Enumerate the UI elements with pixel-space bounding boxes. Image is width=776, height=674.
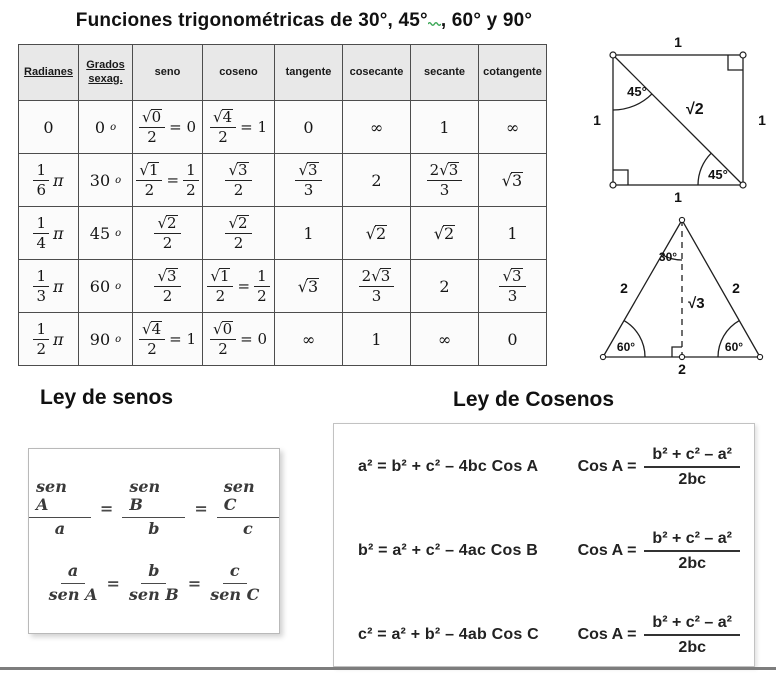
fraction: sen A a — [29, 478, 91, 538]
table-cell: √2 — [411, 207, 479, 260]
unit-square-diagram — [590, 30, 776, 210]
header-cell: cosecante — [343, 45, 411, 101]
fraction: $\frac{√1}{2}$ — [207, 268, 233, 305]
bottom-rule — [0, 667, 776, 670]
fraction: $\frac{\text{b² + c² – a²}}{2bc}$ — [644, 529, 740, 573]
fraction: $\frac{√0}{2}$ — [210, 321, 236, 358]
law-of-sines-heading: Ley de senos — [40, 386, 174, 409]
header-cell: coseno — [203, 45, 275, 101]
cosine-formula: b² = a² + c² – 4ac Cos B — [358, 542, 538, 559]
law-of-sines-equation-2 — [49, 562, 260, 604]
table-cell — [203, 207, 275, 260]
table-cell: $\frac{√4}{2}$ = 1 — [203, 101, 275, 154]
table-cell: 90 o — [79, 313, 133, 366]
fraction: $\frac{√4}{2}$ — [139, 321, 165, 358]
table-cell: $\frac{√4}{2}$ = 1 — [133, 313, 203, 366]
triangle-right-side-label: 2 — [732, 280, 740, 296]
table-cell: 0 o — [79, 101, 133, 154]
cosine-lhs: Cos A = — [577, 542, 637, 559]
table-cell: ∞ — [275, 313, 343, 366]
fraction: 1 3 — [33, 268, 49, 305]
table-cell: 1 — [411, 101, 479, 154]
table-cell: 30 o — [79, 154, 133, 207]
table-cell: 1 — [479, 207, 547, 260]
law-of-cosines-box — [333, 423, 755, 667]
cosine-formula: a² = b² + c² – 4bc Cos A — [358, 458, 539, 475]
table-row — [19, 154, 547, 207]
fraction: 1 6 — [33, 162, 49, 199]
fraction: √2 2 — [154, 215, 180, 252]
table-cell: √3 — [275, 260, 343, 313]
fraction: $\frac{1}{2}$ — [254, 268, 270, 305]
table-row — [19, 260, 547, 313]
cosine-fraction-equation — [578, 445, 740, 489]
square-angle-top-left-label: 45° — [627, 84, 647, 99]
table-cell: ∞ — [479, 101, 547, 154]
table-cell: $\frac{√0}{2}$ = 0 — [203, 313, 275, 366]
table-cell: 2 — [343, 154, 411, 207]
law-of-cosines-row — [358, 440, 740, 494]
fraction: sen C c — [217, 478, 279, 538]
table-cell: 1 — [343, 313, 411, 366]
fraction: 2√3 3 — [427, 162, 463, 199]
spellcheck-squiggle-icon — [428, 10, 441, 22]
fraction: $\frac{\text{b² + c² – a²}}{2bc}$ — [644, 445, 740, 489]
trig-functions-table — [18, 44, 547, 366]
triangle-bottom-left-angle-label: 60° — [616, 340, 636, 354]
triangle-apex-angle-label: 30° — [658, 250, 678, 264]
header-cell: Radianes — [19, 45, 79, 101]
table-row — [19, 207, 547, 260]
header-cell: tangente — [275, 45, 343, 101]
cosine-formula: c² = a² + b² – 4ab Cos C — [358, 626, 539, 643]
page-title-part1: Funciones trigonométricas de 30°, 45° — [75, 10, 428, 31]
law-of-cosines-row — [358, 608, 740, 662]
table-cell: ∞ — [411, 313, 479, 366]
fraction: b sen B — [128, 561, 179, 604]
header-cell: secante — [411, 45, 479, 101]
page-title — [18, 10, 590, 32]
table-cell: √2 — [343, 207, 411, 260]
triangle-height-label: √3 — [688, 295, 705, 312]
law-of-cosines-heading: Ley de Cosenos — [453, 388, 615, 411]
equals-sign: = — [187, 573, 202, 593]
table-cell — [479, 260, 547, 313]
square-bottom-side-label: 1 — [674, 189, 682, 205]
equals-sign: = — [194, 498, 208, 518]
cosine-fraction-equation — [578, 613, 740, 657]
cosine-lhs: Cos A = — [577, 458, 637, 475]
square-left-side-label: 1 — [593, 112, 601, 128]
fraction: sen B b — [122, 478, 185, 538]
table-cell — [343, 260, 411, 313]
table-cell: 0 — [479, 313, 547, 366]
fraction: √3 2 — [225, 162, 251, 199]
table-row — [19, 101, 547, 154]
fraction: √3 3 — [499, 268, 525, 305]
table-cell — [203, 154, 275, 207]
table-cell: 0 — [19, 101, 79, 154]
fraction: 2√3 3 — [359, 268, 395, 305]
fraction: c sen C — [210, 561, 260, 604]
fraction: $\frac{√0}{2}$ — [139, 109, 165, 146]
table-cell — [133, 207, 203, 260]
triangle-bottom-right-angle-label: 60° — [724, 340, 744, 354]
table-cell — [275, 154, 343, 207]
table-cell: $\frac{√1}{2}$ = $\frac{1}{2}$ — [203, 260, 275, 313]
table-cell: $\frac{√0}{2}$ = 0 — [133, 101, 203, 154]
cosine-lhs: Cos A = — [577, 626, 637, 643]
header-cell: seno — [133, 45, 203, 101]
table-cell: $\frac{√1}{2}$ = $\frac{1}{2}$ — [133, 154, 203, 207]
fraction: $\frac{√4}{2}$ — [210, 109, 236, 146]
cosine-fraction-equation — [578, 529, 740, 573]
triangle-diagram — [590, 205, 776, 380]
table-cell: √3 — [479, 154, 547, 207]
equals-sign: = — [99, 498, 114, 518]
table-cell — [133, 260, 203, 313]
square-right-side-label: 1 — [758, 112, 766, 128]
triangle-base-label: 2 — [678, 361, 686, 377]
fraction: √3 3 — [295, 162, 321, 199]
table-cell: 2 — [411, 260, 479, 313]
header-cell: Grados sexag. — [79, 45, 133, 101]
fraction: a sen A — [48, 561, 98, 604]
table-cell: 1 3 π — [19, 260, 79, 313]
fraction: 1 2 — [33, 321, 49, 358]
fraction: 1 4 — [33, 215, 49, 252]
table-row — [19, 313, 547, 366]
fraction: $\frac{√1}{2}$ — [136, 162, 162, 199]
square-top-side-label: 1 — [674, 34, 682, 50]
table-cell: 60 o — [79, 260, 133, 313]
table-cell: 0 — [275, 101, 343, 154]
table-cell: ∞ — [343, 101, 411, 154]
table-cell: 1 — [275, 207, 343, 260]
header-cell: cotangente — [479, 45, 547, 101]
square-angle-bottom-right-label: 45° — [708, 167, 728, 182]
page-title-part2: , 60° y 90° — [440, 10, 533, 31]
table-cell: 1 2 π — [19, 313, 79, 366]
table-cell: 1 6 π — [19, 154, 79, 207]
fraction: $\frac{1}{2}$ — [183, 162, 199, 199]
square-diagonal-label: √2 — [686, 101, 704, 118]
law-of-cosines-row — [358, 524, 740, 578]
law-of-sines-equation-1 — [29, 478, 279, 538]
fraction: √2 2 — [225, 215, 251, 252]
triangle-left-side-label: 2 — [620, 280, 628, 296]
table-cell: 45 o — [79, 207, 133, 260]
equals-sign: = — [106, 573, 120, 593]
fraction: √3 2 — [154, 268, 180, 305]
law-of-sines-box — [28, 448, 280, 634]
table-cell — [411, 154, 479, 207]
table-header-row — [19, 45, 547, 101]
fraction: $\frac{\text{b² + c² – a²}}{2bc}$ — [644, 613, 740, 657]
table-cell: 1 4 π — [19, 207, 79, 260]
